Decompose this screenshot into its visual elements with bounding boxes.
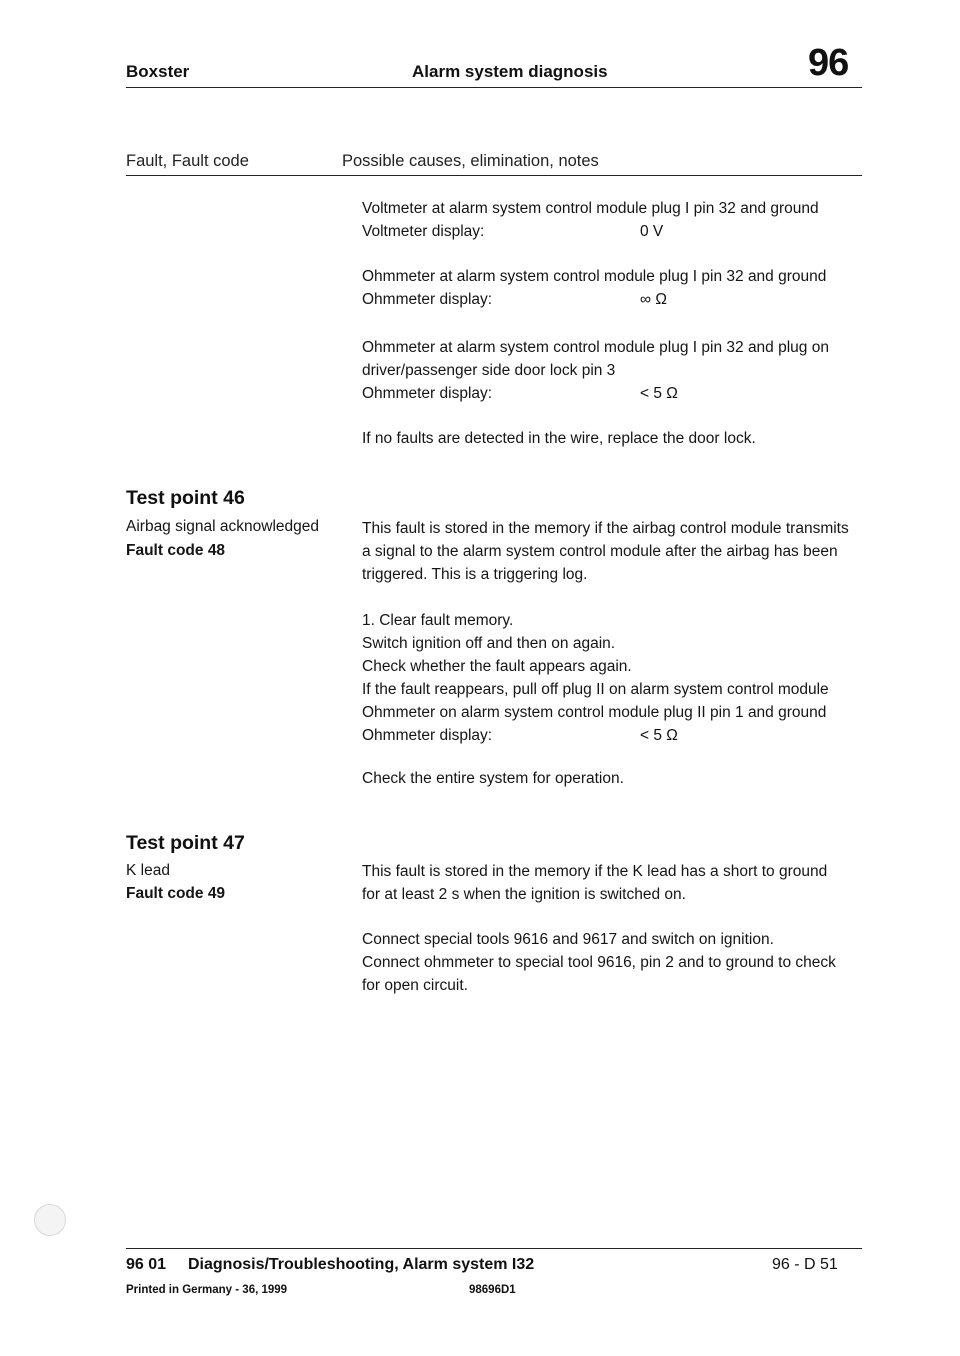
door-lock-note: If no faults are detected in the wire, replace the door lock.	[362, 430, 756, 447]
test-point-47-fault-code: Fault code 49	[126, 885, 226, 902]
ohmmeter-instruction-2b: driver/passenger side door lock pin 3	[362, 362, 616, 379]
footer-document-code: 98696D1	[469, 1284, 516, 1296]
footer-title: Diagnosis/Troubleshooting, Alarm system I32	[188, 1256, 535, 1273]
test-point-47-description-2: for at least 2 s when the ignition is switched on.	[362, 886, 686, 903]
test-point-46-final-check: Check the entire system for operation.	[362, 770, 624, 787]
ohmmeter-instruction-1: Ohmmeter at alarm system control module plug I pin 32 and ground	[362, 268, 827, 285]
footer-printed: Printed in Germany - 36, 1999	[126, 1284, 288, 1296]
test-point-46-title: Test point 46	[126, 487, 245, 509]
footer-rule	[126, 1248, 862, 1249]
test-point-46-description-2: a signal to the alarm system control module after the airbag has been	[362, 543, 838, 560]
test-point-46-description-3: triggered. This is a triggering log.	[362, 566, 588, 583]
header-model: Boxster	[126, 62, 190, 81]
test-point-46-fault: Airbag signal acknowledged	[126, 518, 320, 535]
test-point-46-description-1: This fault is stored in the memory if the airbag control module transmits	[362, 520, 849, 537]
test-point-47-description-1: This fault is stored in the memory if the K lead has a short to ground	[362, 863, 828, 880]
test-point-46-step-4: If the fault reappears, pull off plug II on alarm system control module	[362, 681, 829, 698]
test-point-46-step-1: 1. Clear fault memory.	[362, 612, 514, 629]
header-title: Alarm system diagnosis	[412, 62, 608, 81]
test-point-46-step-2: Switch ignition off and then on again.	[362, 635, 616, 652]
ohmmeter-display-value-2: < 5 Ω	[640, 385, 678, 402]
column-heading-notes: Possible causes, elimination, notes	[342, 152, 599, 170]
binder-hole	[34, 1204, 66, 1236]
test-point-47-step-3: for open circuit.	[362, 977, 468, 994]
test-point-46-step-5: Ohmmeter on alarm system control module plug II pin 1 and ground	[362, 704, 827, 721]
test-point-47-step-1: Connect special tools 9616 and 9617 and switch on ignition.	[362, 931, 774, 948]
footer-page-number: 96 - D 51	[772, 1256, 838, 1273]
voltmeter-display-label: Voltmeter display:	[362, 223, 485, 240]
test-point-47-fault: K lead	[126, 862, 170, 879]
header-section-number: 96	[808, 42, 849, 84]
ohmmeter-display-value-1: ∞ Ω	[640, 291, 667, 308]
voltmeter-display-value: 0 V	[640, 223, 664, 240]
test-point-46-step-3: Check whether the fault appears again.	[362, 658, 632, 675]
column-heading-fault: Fault, Fault code	[126, 152, 249, 170]
voltmeter-instruction: Voltmeter at alarm system control module plug I pin 32 and ground	[362, 200, 819, 217]
test-point-46-display-value: < 5 Ω	[640, 727, 678, 744]
header-rule	[126, 87, 862, 88]
test-point-47-title: Test point 47	[126, 832, 245, 854]
test-point-47-step-2: Connect ohmmeter to special tool 9616, pin 2 and to ground to check	[362, 954, 836, 971]
test-point-46-fault-code: Fault code 48	[126, 542, 226, 559]
test-point-46-display-label: Ohmmeter display:	[362, 727, 493, 744]
footer-section: 96 01	[126, 1256, 167, 1273]
ohmmeter-instruction-2a: Ohmmeter at alarm system control module plug I pin 32 and plug on	[362, 339, 829, 356]
column-heading-rule	[126, 175, 862, 176]
ohmmeter-display-label-1: Ohmmeter display:	[362, 291, 493, 308]
ohmmeter-display-label-2: Ohmmeter display:	[362, 385, 493, 402]
